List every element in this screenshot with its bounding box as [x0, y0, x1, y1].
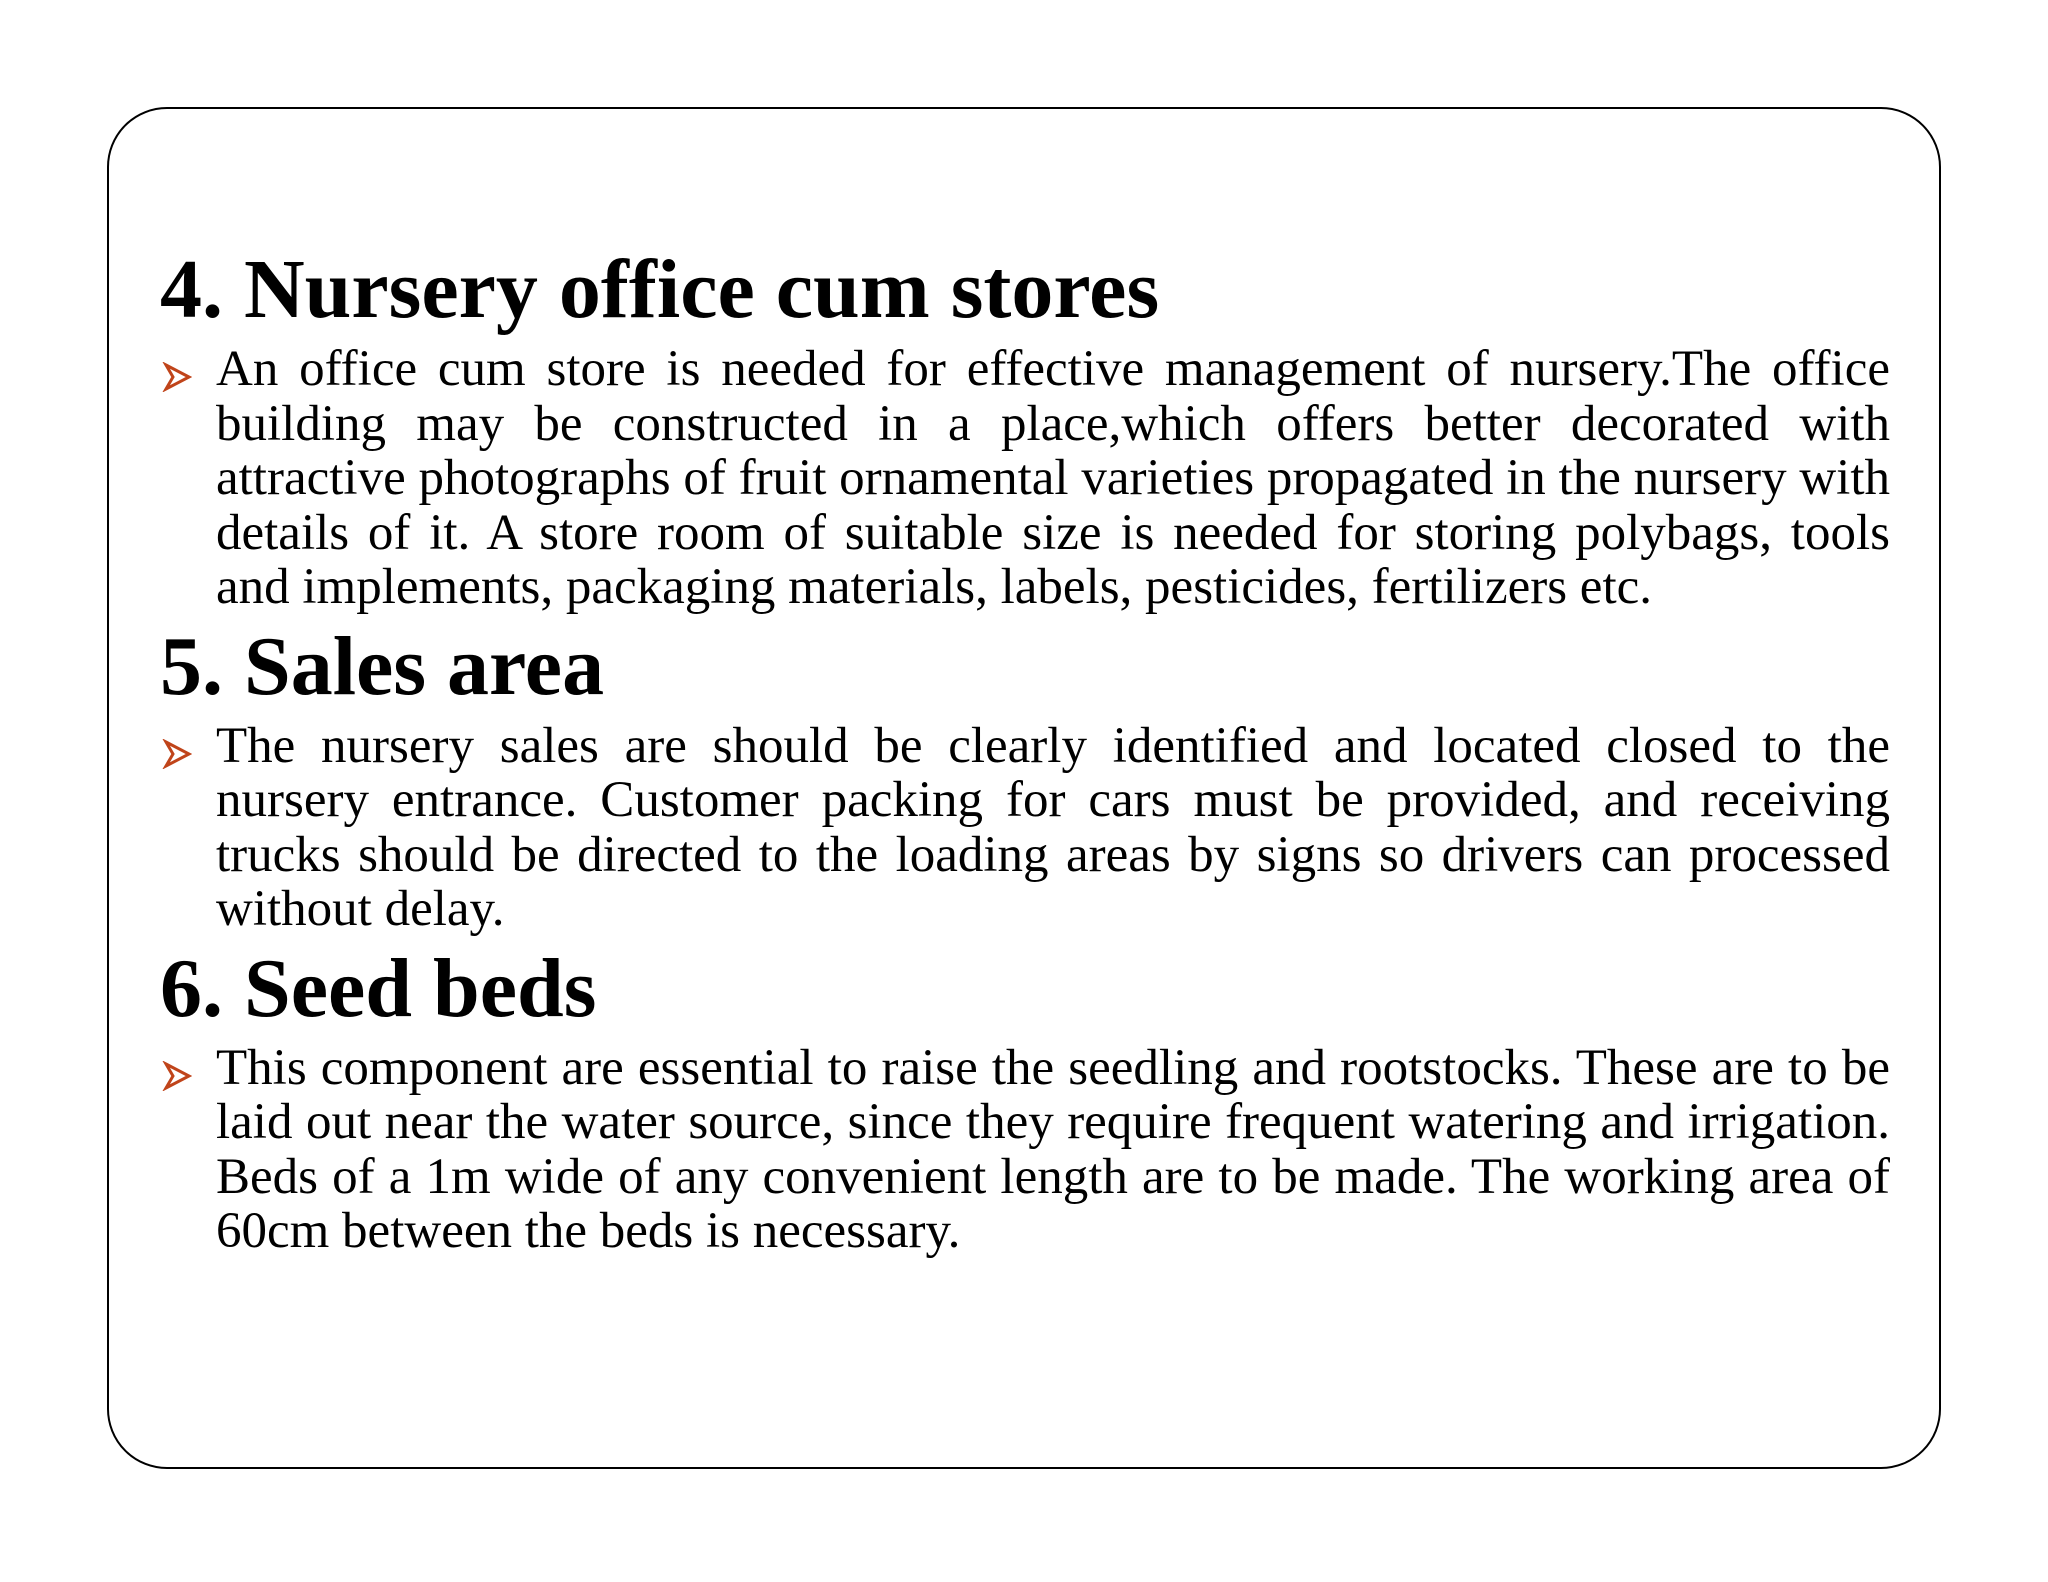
bullet-item-sales-area: [160, 719, 1890, 937]
arrow-bullet-icon: [162, 739, 192, 769]
slide-content: [160, 244, 1890, 1265]
bullet-item-office-stores: [160, 342, 1890, 615]
bullet-text-seed-beds: This component are essential to raise the seedling and rootstocks. These are to be laid out near the water source, since they require frequent watering and irrigation. Beds of a 1m wide of any convenient length are to be made. The working area of 60cm between the beds is necessary.: [216, 1039, 1890, 1259]
section-heading-office-stores: 4. Nursery office cum stores: [160, 243, 1160, 336]
bullet-item-seed-beds: [160, 1041, 1890, 1259]
bullet-text-office-stores: An office cum store is needed for effective management of nursery.The office building may be constructed in a place,which offers better decorated with attractive photographs of fruit ornamental varieties propagated in the nursery with details of it. A store room of suitable size is needed for storing polybags, tools and implements, packaging materials, labels, pesticides, fertilizers etc.: [216, 341, 1890, 615]
arrow-bullet-icon: [162, 1061, 192, 1091]
bullet-text-sales-area: The nursery sales are should be clearly identified and located closed to the nursery entrance. Customer packing for cars must be provided, and receiving trucks should be directed to the loading areas by signs so drivers can processed without delay.: [216, 717, 1890, 937]
section-heading-sales-area: 5. Sales area: [160, 619, 605, 713]
section-heading-seed-beds: 6. Seed beds: [160, 941, 597, 1035]
arrow-bullet-icon: [162, 362, 192, 392]
